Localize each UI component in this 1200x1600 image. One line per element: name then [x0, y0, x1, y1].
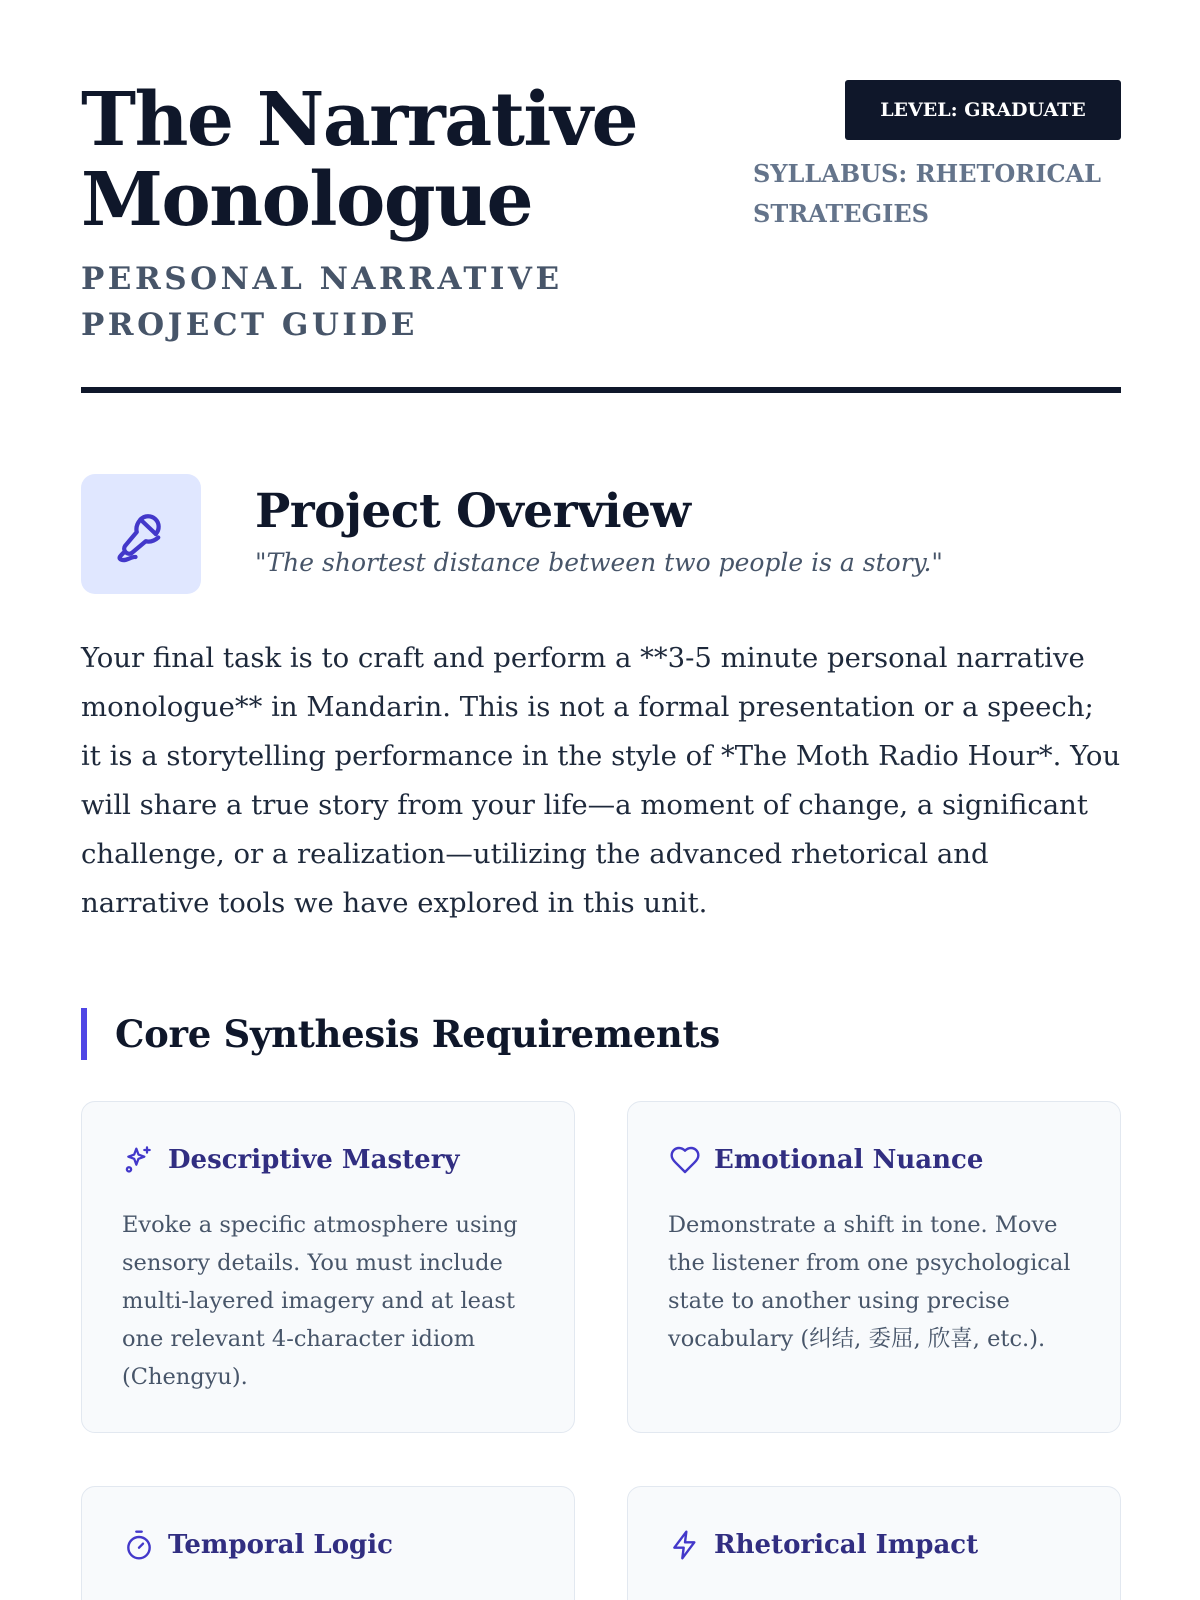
card-header — [668, 1140, 983, 1180]
card-title: Descriptive Mastery — [168, 1145, 460, 1175]
page-title — [81, 77, 721, 243]
microphone-icon-box — [81, 474, 201, 594]
microphone-icon — [111, 504, 171, 564]
heart-icon — [668, 1143, 702, 1177]
requirement-card-rhetorical-impact — [627, 1486, 1121, 1600]
requirement-card-descriptive-mastery — [81, 1101, 575, 1433]
requirements-title: Core Synthesis Requirements — [115, 1012, 720, 1056]
title-line-2: Monologue — [81, 157, 533, 243]
project-guide-page — [81, 0, 1121, 1560]
card-body: Demonstrate a shift in tone. Move the listener from one psychological state to another using precise vocabulary (纠结, 委屈, 欣喜, etc.). — [668, 1212, 1071, 1352]
card-title: Temporal Logic — [168, 1530, 393, 1560]
section-accent-bar — [81, 1008, 87, 1060]
title-line-1: The Narrative — [81, 77, 638, 163]
card-body: Evoke a specific atmosphere using sensory details. You must include multi-layered imagery and at least one relevant 4-character idiom (Chengyu). — [122, 1212, 518, 1390]
overview-quote: "The shortest distance between two people is a story." — [255, 548, 943, 577]
header-divider — [81, 387, 1121, 393]
requirements-section-header — [81, 1008, 1121, 1060]
page-subtitle: PERSONAL NARRATIVE PROJECT GUIDE — [81, 261, 563, 343]
card-title: Emotional Nuance — [714, 1145, 984, 1175]
card-header — [122, 1140, 460, 1180]
project-overview-header — [81, 474, 1121, 594]
timer-icon — [122, 1528, 156, 1562]
requirement-card-temporal-logic — [81, 1486, 575, 1600]
overview-title: Project Overview — [255, 484, 691, 539]
card-title: Rhetorical Impact — [714, 1530, 979, 1560]
card-header — [122, 1525, 393, 1565]
overview-body: Your final task is to craft and perform a **3-5 minute personal narrative monologue** in Mandarin. This is not a formal presentation or a speech; it is a storytelling performance in the style of *The Moth Radio Hour*. You will share a true story from your life—a moment of change, a significant challenge, or a realization—utilizing the advanced rhetorical and narrative tools we have explored in this unit. — [81, 642, 1121, 919]
level-badge: LEVEL: GRADUATE — [845, 80, 1121, 140]
requirement-card-emotional-nuance — [627, 1101, 1121, 1433]
lightning-icon — [668, 1528, 702, 1562]
syllabus-label: SYLLABUS: RHETORICAL STRATEGIES — [753, 159, 1102, 228]
sparkles-icon — [122, 1143, 156, 1177]
card-header — [668, 1525, 978, 1565]
page-header — [81, 0, 1121, 395]
